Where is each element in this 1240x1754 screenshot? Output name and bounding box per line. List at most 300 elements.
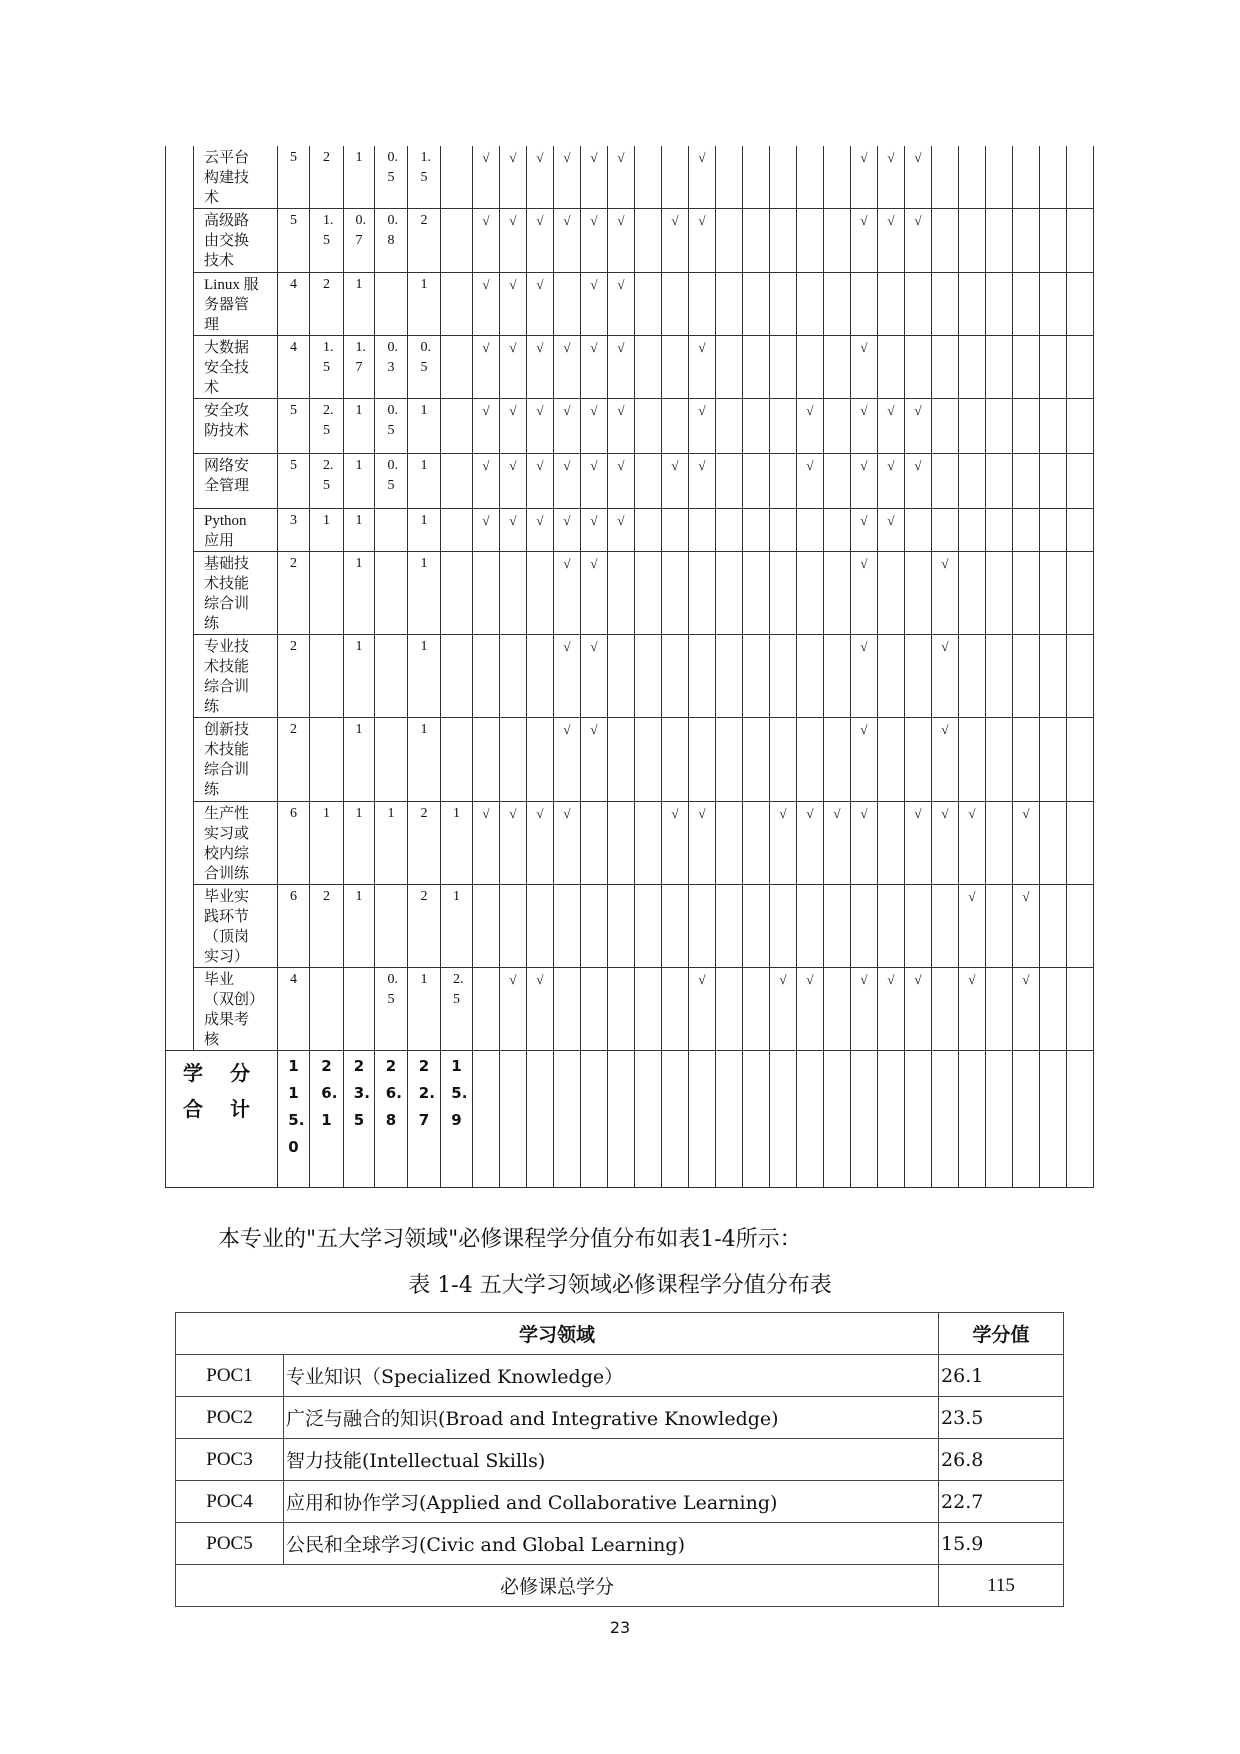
check-cell	[662, 509, 689, 552]
check-cell	[851, 509, 878, 552]
empty-cell	[608, 1051, 635, 1188]
check-cell	[986, 885, 1013, 968]
check-cell	[581, 968, 608, 1051]
poc-credit-cell	[310, 146, 344, 209]
check-mark-icon: √	[482, 403, 490, 418]
check-cell	[932, 454, 959, 509]
check-mark-icon: √	[536, 458, 544, 473]
course-name: 高级路由交换技术	[194, 209, 278, 273]
table-row	[166, 336, 1094, 399]
check-cell	[959, 968, 986, 1051]
check-cell	[878, 968, 905, 1051]
check-cell	[770, 968, 797, 1051]
check-cell	[1040, 273, 1067, 336]
total-value: 26.1	[321, 1057, 338, 1129]
course-name: 基础技术技能综合训练	[194, 552, 278, 635]
credit-value: 1	[420, 403, 428, 418]
poc-credit-cell	[344, 718, 375, 802]
poc-credit-cell	[441, 146, 473, 209]
total-value-cell	[408, 1051, 441, 1188]
empty-cell	[473, 1051, 500, 1188]
check-cell	[473, 399, 500, 454]
credit-value: 22.7	[939, 1481, 1064, 1523]
check-cell	[797, 146, 824, 209]
check-cell	[1040, 552, 1067, 635]
total-row	[166, 1051, 1094, 1188]
check-cell	[743, 209, 770, 273]
check-cell	[554, 146, 581, 209]
poc-credit-cell	[408, 146, 441, 209]
total-value: 15.9	[451, 1057, 468, 1129]
check-mark-icon: √	[887, 213, 895, 228]
credit-value: 0.5	[387, 150, 398, 185]
poc-credit-cell	[408, 209, 441, 273]
learning-domain: 广泛与融合的知识(Broad and Integrative Knowledge)	[284, 1397, 939, 1439]
credit-value: 6	[290, 889, 297, 904]
check-cell	[878, 454, 905, 509]
check-mark-icon: √	[509, 150, 517, 165]
total-label: 学 分 合 计	[166, 1051, 278, 1188]
check-cell	[851, 968, 878, 1051]
credit-value: 1	[355, 458, 363, 473]
total-credit-cell	[278, 146, 310, 209]
course-name: 网络安全管理	[194, 454, 278, 509]
check-cell	[932, 635, 959, 718]
credit-value: 2	[420, 889, 428, 904]
check-cell	[1067, 635, 1094, 718]
check-cell	[1013, 552, 1040, 635]
empty-cell	[932, 1051, 959, 1188]
check-cell	[770, 273, 797, 336]
check-mark-icon: √	[617, 213, 625, 228]
check-cell	[662, 552, 689, 635]
check-cell	[527, 635, 554, 718]
check-cell	[473, 802, 500, 885]
check-cell	[473, 968, 500, 1051]
check-mark-icon: √	[860, 639, 868, 654]
poc-credit-cell	[375, 718, 408, 802]
check-cell	[1040, 399, 1067, 454]
check-mark-icon: √	[806, 972, 814, 987]
check-mark-icon: √	[887, 458, 895, 473]
credit-value: 5	[290, 213, 297, 228]
table-row	[166, 635, 1094, 718]
poc-credit-cell	[408, 336, 441, 399]
check-cell	[635, 968, 662, 1051]
check-cell	[1013, 336, 1040, 399]
credit-value: 1.5	[323, 213, 334, 248]
total-value-cell	[441, 1051, 473, 1188]
check-cell	[743, 399, 770, 454]
table-row	[166, 552, 1094, 635]
poc-credit-cell	[441, 336, 473, 399]
check-cell	[986, 552, 1013, 635]
poc-credit-cell	[310, 552, 344, 635]
credit-value: 1	[355, 277, 363, 292]
check-cell	[770, 718, 797, 802]
poc-credit-cell	[441, 454, 473, 509]
check-mark-icon: √	[536, 150, 544, 165]
check-cell	[473, 336, 500, 399]
check-mark-icon: √	[806, 806, 814, 821]
check-cell	[1013, 885, 1040, 968]
check-mark-icon: √	[536, 806, 544, 821]
check-cell	[689, 552, 716, 635]
poc-credit-cell	[344, 885, 375, 968]
check-cell	[878, 635, 905, 718]
check-cell	[797, 273, 824, 336]
check-cell	[635, 399, 662, 454]
check-cell	[797, 209, 824, 273]
empty-cell	[824, 1051, 851, 1188]
check-mark-icon: √	[698, 458, 706, 473]
check-cell	[635, 635, 662, 718]
check-cell	[824, 209, 851, 273]
poc-credit-cell	[408, 968, 441, 1051]
check-mark-icon: √	[806, 458, 814, 473]
check-mark-icon: √	[914, 806, 922, 821]
check-cell	[581, 146, 608, 209]
total-credit-cell	[278, 552, 310, 635]
check-cell	[1040, 454, 1067, 509]
check-cell	[1067, 718, 1094, 802]
poc-credit-cell	[441, 552, 473, 635]
check-cell	[824, 454, 851, 509]
check-cell	[581, 336, 608, 399]
check-mark-icon: √	[563, 150, 571, 165]
check-mark-icon: √	[509, 806, 517, 821]
check-cell	[662, 885, 689, 968]
credit-value: 3	[290, 513, 297, 528]
check-mark-icon: √	[860, 722, 868, 737]
poc-credit-cell	[408, 273, 441, 336]
check-mark-icon: √	[536, 213, 544, 228]
check-mark-icon: √	[1022, 889, 1030, 904]
check-mark-icon: √	[617, 340, 625, 355]
check-mark-icon: √	[563, 556, 571, 571]
check-mark-icon: √	[590, 458, 598, 473]
check-cell	[581, 209, 608, 273]
poc-credit-cell	[310, 718, 344, 802]
poc-credit-cell	[344, 802, 375, 885]
empty-cell	[689, 1051, 716, 1188]
credit-value: 0.5	[420, 340, 431, 375]
credit-value: 2	[323, 150, 330, 165]
check-cell	[851, 802, 878, 885]
credit-value: 0.5	[387, 403, 398, 438]
check-cell	[1040, 802, 1067, 885]
check-cell	[635, 454, 662, 509]
check-cell	[527, 968, 554, 1051]
check-mark-icon: √	[482, 340, 490, 355]
check-cell	[959, 509, 986, 552]
poc-credit-cell	[375, 336, 408, 399]
check-cell	[932, 399, 959, 454]
check-mark-icon: √	[887, 972, 895, 987]
check-cell	[608, 509, 635, 552]
check-cell	[635, 718, 662, 802]
credit-value: 1	[420, 722, 428, 737]
check-cell	[716, 273, 743, 336]
total-credit-cell	[278, 968, 310, 1051]
total-credit-cell	[278, 635, 310, 718]
check-mark-icon: √	[590, 722, 598, 737]
check-cell	[635, 552, 662, 635]
check-cell	[1013, 454, 1040, 509]
check-mark-icon: √	[617, 513, 625, 528]
empty-cell	[878, 1051, 905, 1188]
check-cell	[1040, 968, 1067, 1051]
credit-value: 2.5	[323, 403, 334, 438]
check-cell	[824, 968, 851, 1051]
check-cell	[500, 146, 527, 209]
credit-value: 2	[290, 639, 297, 654]
check-mark-icon: √	[563, 213, 571, 228]
empty-cell	[662, 1051, 689, 1188]
empty-cell	[635, 1051, 662, 1188]
course-name: 大数据安全技术	[194, 336, 278, 399]
credit-value: 1	[420, 277, 428, 292]
empty-cell	[581, 1051, 608, 1188]
check-cell	[959, 552, 986, 635]
empty-cell	[851, 1051, 878, 1188]
total-value: 115.0	[288, 1057, 305, 1156]
check-mark-icon: √	[1022, 972, 1030, 987]
check-cell	[743, 635, 770, 718]
check-cell	[527, 509, 554, 552]
check-cell	[851, 718, 878, 802]
check-cell	[932, 552, 959, 635]
learning-domain: 应用和协作学习(Applied and Collaborative Learning)	[284, 1481, 939, 1523]
poc-code: POC5	[176, 1523, 284, 1565]
check-cell	[716, 968, 743, 1051]
check-mark-icon: √	[590, 340, 598, 355]
check-cell	[554, 552, 581, 635]
credit-value: 1	[355, 150, 363, 165]
credit-value: 1.5	[323, 340, 334, 375]
check-mark-icon: √	[968, 889, 976, 904]
check-cell	[905, 802, 932, 885]
check-mark-icon: √	[698, 403, 706, 418]
course-name: 安全攻防技术	[194, 399, 278, 454]
check-cell	[662, 718, 689, 802]
check-cell	[608, 718, 635, 802]
check-cell	[473, 885, 500, 968]
poc-credit-cell	[344, 454, 375, 509]
credit-value: 1	[355, 722, 363, 737]
check-cell	[608, 552, 635, 635]
check-mark-icon: √	[590, 213, 598, 228]
credit-value: 0.3	[387, 340, 398, 375]
check-cell	[986, 336, 1013, 399]
empty-cell	[959, 1051, 986, 1188]
poc-credit-cell	[310, 635, 344, 718]
check-cell	[1040, 336, 1067, 399]
credit-value: 1	[420, 513, 428, 528]
total-credit-cell	[278, 509, 310, 552]
check-cell	[1040, 885, 1067, 968]
check-cell	[743, 552, 770, 635]
total-credit-cell	[278, 802, 310, 885]
check-mark-icon: √	[1022, 806, 1030, 821]
check-cell	[662, 399, 689, 454]
check-cell	[527, 718, 554, 802]
poc-credit-cell	[375, 885, 408, 968]
check-mark-icon: √	[617, 150, 625, 165]
check-cell	[689, 802, 716, 885]
check-mark-icon: √	[509, 458, 517, 473]
check-mark-icon: √	[482, 806, 490, 821]
check-cell	[878, 146, 905, 209]
check-cell	[851, 146, 878, 209]
check-cell	[527, 454, 554, 509]
check-cell	[689, 146, 716, 209]
check-cell	[554, 885, 581, 968]
check-cell	[473, 635, 500, 718]
check-cell	[851, 336, 878, 399]
poc-credit-cell	[375, 399, 408, 454]
check-mark-icon: √	[860, 150, 868, 165]
total-credit-cell	[278, 336, 310, 399]
poc-credit-cell	[344, 336, 375, 399]
credit-value: 0.7	[355, 213, 366, 248]
check-cell	[554, 209, 581, 273]
check-cell	[851, 885, 878, 968]
check-cell	[1013, 635, 1040, 718]
course-name: Python 应用	[194, 509, 278, 552]
check-cell	[1067, 399, 1094, 454]
poc-credit-cell	[310, 509, 344, 552]
check-cell	[851, 635, 878, 718]
check-mark-icon: √	[509, 403, 517, 418]
check-cell	[959, 146, 986, 209]
check-cell	[878, 552, 905, 635]
check-cell	[581, 509, 608, 552]
check-cell	[662, 273, 689, 336]
table-row	[166, 718, 1094, 802]
check-mark-icon: √	[941, 722, 949, 737]
check-cell	[797, 718, 824, 802]
check-cell	[1067, 454, 1094, 509]
check-cell	[662, 802, 689, 885]
credit-value: 1	[453, 889, 460, 904]
check-cell	[1013, 146, 1040, 209]
total-value-cell	[278, 1051, 310, 1188]
total-credit-cell	[278, 273, 310, 336]
credit-value: 1.5	[420, 150, 431, 185]
check-cell	[527, 273, 554, 336]
total-credit-cell	[278, 399, 310, 454]
credit-value: 1	[420, 972, 428, 987]
check-mark-icon: √	[563, 458, 571, 473]
check-cell	[1067, 802, 1094, 885]
poc-credit-cell	[344, 399, 375, 454]
table-row	[176, 1481, 1064, 1523]
check-cell	[932, 968, 959, 1051]
credit-value: 1	[355, 806, 363, 821]
credit-value: 0.5	[387, 972, 398, 1007]
check-cell	[662, 146, 689, 209]
check-mark-icon: √	[482, 458, 490, 473]
check-cell	[770, 336, 797, 399]
credit-value: 1	[355, 889, 363, 904]
check-cell	[878, 885, 905, 968]
check-cell	[500, 209, 527, 273]
empty-cell	[500, 1051, 527, 1188]
credit-value: 1	[355, 556, 363, 571]
credit-value: 2	[290, 556, 297, 571]
check-mark-icon: √	[617, 458, 625, 473]
course-name: 毕业（双创）成果考核	[194, 968, 278, 1051]
check-cell	[527, 336, 554, 399]
check-cell	[554, 273, 581, 336]
credit-value: 1	[453, 806, 460, 821]
check-cell	[878, 273, 905, 336]
check-cell	[689, 885, 716, 968]
check-mark-icon: √	[509, 213, 517, 228]
check-cell	[608, 209, 635, 273]
check-cell	[797, 454, 824, 509]
check-mark-icon: √	[860, 458, 868, 473]
empty-cell	[1040, 1051, 1067, 1188]
credit-value: 2	[290, 722, 297, 737]
poc-credit-cell	[310, 209, 344, 273]
check-cell	[743, 968, 770, 1051]
total-label: 必修课总学分	[176, 1565, 939, 1607]
table-row	[166, 802, 1094, 885]
credit-value: 4	[290, 277, 297, 292]
poc-credit-cell	[375, 209, 408, 273]
check-mark-icon: √	[482, 150, 490, 165]
check-cell	[959, 635, 986, 718]
check-cell	[527, 552, 554, 635]
check-cell	[527, 885, 554, 968]
check-cell	[878, 509, 905, 552]
check-mark-icon: √	[968, 972, 976, 987]
empty-cell	[905, 1051, 932, 1188]
poc-credit-cell	[375, 146, 408, 209]
poc-credit-cell	[310, 273, 344, 336]
check-cell	[500, 718, 527, 802]
check-cell	[878, 718, 905, 802]
check-cell	[581, 273, 608, 336]
header-credit: 学分值	[939, 1313, 1064, 1355]
check-cell	[554, 635, 581, 718]
check-cell	[1067, 273, 1094, 336]
check-cell	[608, 273, 635, 336]
check-cell	[689, 718, 716, 802]
poc-code: POC3	[176, 1439, 284, 1481]
check-cell	[824, 552, 851, 635]
check-mark-icon: √	[887, 513, 895, 528]
poc-code: POC4	[176, 1481, 284, 1523]
check-mark-icon: √	[698, 213, 706, 228]
check-cell	[473, 509, 500, 552]
check-cell	[878, 336, 905, 399]
table-row	[176, 1397, 1064, 1439]
table-header-row	[176, 1313, 1064, 1355]
check-cell	[770, 146, 797, 209]
poc-credit-cell	[310, 454, 344, 509]
check-cell	[1013, 968, 1040, 1051]
check-cell	[716, 635, 743, 718]
table-row	[166, 209, 1094, 273]
check-cell	[986, 209, 1013, 273]
poc-credit-cell	[344, 273, 375, 336]
credit-value: 23.5	[939, 1397, 1064, 1439]
course-ability-matrix-table	[165, 146, 1094, 1188]
check-cell	[797, 399, 824, 454]
